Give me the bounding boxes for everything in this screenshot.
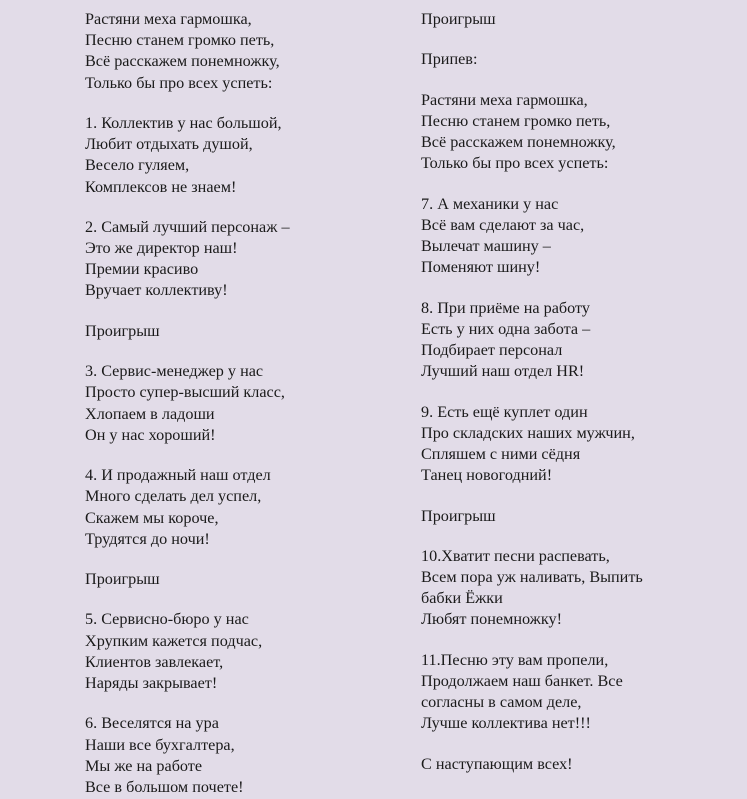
lyric-line: Скажем мы короче, — [85, 508, 219, 527]
stanza — [85, 569, 385, 590]
stanza — [421, 49, 721, 70]
stanza — [421, 546, 721, 631]
lyric-line: 3. Сервис-менеджер у нас — [85, 362, 264, 381]
lyric-line: Только бы про всех успеть: — [421, 154, 609, 173]
stanza — [421, 90, 721, 175]
stanza-gap — [421, 382, 721, 401]
stanza — [85, 217, 385, 302]
lyric-line: Танец новогодний! — [421, 466, 553, 485]
stanza-gap — [421, 631, 721, 650]
lyric-line: Весело гуляем, — [85, 156, 190, 175]
stanza — [85, 713, 385, 798]
lyric-line: 4. И продажный наш отдел — [85, 466, 271, 485]
stanza-gap — [85, 94, 385, 113]
lyric-line: Это же директор наш! — [85, 239, 238, 258]
stanza — [85, 361, 385, 446]
stanza — [421, 402, 721, 487]
lyric-line: Лучше коллектива нет!!! — [421, 714, 591, 733]
lyric-line: Хлопаем в ладоши — [85, 404, 215, 423]
stanza-gap — [421, 486, 721, 505]
stanza-gap — [421, 735, 721, 754]
lyric-line: Он у нас хороший! — [85, 425, 216, 444]
stanza-gap — [421, 175, 721, 194]
lyric-line: Про складских наших мужчин, — [421, 423, 635, 442]
lyric-line: Всё расскажем понемножку, — [85, 52, 280, 71]
stanza-gap — [85, 198, 385, 217]
lyric-line: Лучший наш отдел HR! — [421, 362, 585, 381]
stanza — [85, 465, 385, 550]
lyric-line: согласны в самом деле, — [421, 693, 582, 712]
stanza-gap — [85, 590, 385, 609]
lyric-line: Любят понемножку! — [421, 610, 562, 629]
lyric-line: Проигрыш — [85, 570, 160, 589]
stanza — [85, 9, 385, 94]
lyric-line: Есть у них одна забота – — [421, 319, 591, 338]
lyric-line: Продолжаем наш банкет. Все — [421, 672, 623, 690]
stanza — [421, 298, 721, 383]
lyric-line: Наряды закрывает! — [85, 674, 218, 692]
lyric-line: Вручает коллективу! — [85, 281, 228, 300]
lyric-line: Премии красиво — [85, 260, 199, 279]
lyric-line: Все в большом почете! — [85, 777, 244, 796]
lyric-line: Хрупким кажется подчас, — [85, 631, 263, 650]
lyric-line: бабки Ёжки — [421, 589, 503, 608]
lyric-line: Растяни меха гармошка, — [85, 10, 252, 28]
lyric-line: Подбирает персонал — [421, 341, 563, 359]
lyric-line: Всем пора уж наливать, Выпить — [421, 568, 643, 587]
stanza-gap — [421, 278, 721, 297]
lyric-line: Всё расскажем понемножку, — [421, 133, 616, 152]
stanza — [421, 754, 721, 775]
lyric-line: Песню станем громко петь, — [421, 111, 611, 130]
stanza-gap — [85, 342, 385, 361]
lyric-line: Вылечат машину – — [421, 237, 551, 256]
stanza — [421, 506, 721, 527]
stanza-gap — [85, 550, 385, 569]
lyric-line: 5. Сервисно-бюро у нас — [85, 610, 249, 629]
lyric-line: 7. А механики у нас — [421, 194, 559, 213]
lyric-line: Песню станем громко петь, — [85, 31, 275, 50]
lyric-line: Много сделать дел успел, — [85, 487, 262, 506]
lyric-line: Любит отдыхать душой, — [85, 135, 253, 154]
lyric-line: 10.Хватит песни распевать, — [421, 546, 610, 565]
stanza — [421, 194, 721, 279]
lyric-line: Трудятся до ночи! — [85, 529, 210, 548]
stanza-gap — [421, 30, 721, 49]
lyric-line: Проигрыш — [421, 506, 496, 525]
left-column — [85, 9, 385, 798]
stanza-gap — [421, 71, 721, 90]
lyric-line: Всё вам сделают за час, — [421, 215, 585, 234]
stanza — [421, 650, 721, 735]
right-column — [421, 9, 721, 775]
stanza-gap — [85, 694, 385, 713]
lyric-line: Мы же на работе — [85, 756, 203, 775]
stanza — [85, 609, 385, 694]
lyric-line: Просто супер-высший класс, — [85, 383, 285, 402]
lyric-line: Поменяют шину! — [421, 258, 541, 277]
lyric-line: 9. Есть ещё куплет один — [421, 402, 588, 421]
stanza — [85, 321, 385, 342]
lyric-line: Проигрыш — [421, 10, 496, 28]
lyric-line: Растяни меха гармошка, — [421, 90, 588, 109]
lyric-line: 8. При приёме на работу — [421, 298, 591, 317]
lyric-line: 2. Самый лучший персонаж – — [85, 217, 290, 236]
lyric-line: С наступающим всех! — [421, 754, 573, 773]
stanza-gap — [85, 446, 385, 465]
lyric-line: 6. Веселятся на ура — [85, 714, 219, 733]
lyric-line: Наши все бухгалтера, — [85, 735, 235, 754]
stanza — [85, 113, 385, 198]
lyric-line: Спляшем с ними сёдня — [421, 444, 581, 463]
lyric-line: Припев: — [421, 50, 478, 69]
stanza-gap — [85, 302, 385, 321]
stanza-gap — [421, 527, 721, 546]
lyric-line: Проигрыш — [85, 321, 160, 340]
lyric-line: Только бы про всех успеть: — [85, 73, 273, 92]
lyric-line: 1. Коллектив у нас большой, — [85, 113, 282, 132]
lyric-line: Комплексов не знаем! — [85, 177, 237, 196]
lyric-line: Клиентов завлекает, — [85, 652, 224, 671]
stanza — [421, 9, 721, 30]
lyric-line: 11.Песню эту вам пропели, — [421, 650, 609, 669]
